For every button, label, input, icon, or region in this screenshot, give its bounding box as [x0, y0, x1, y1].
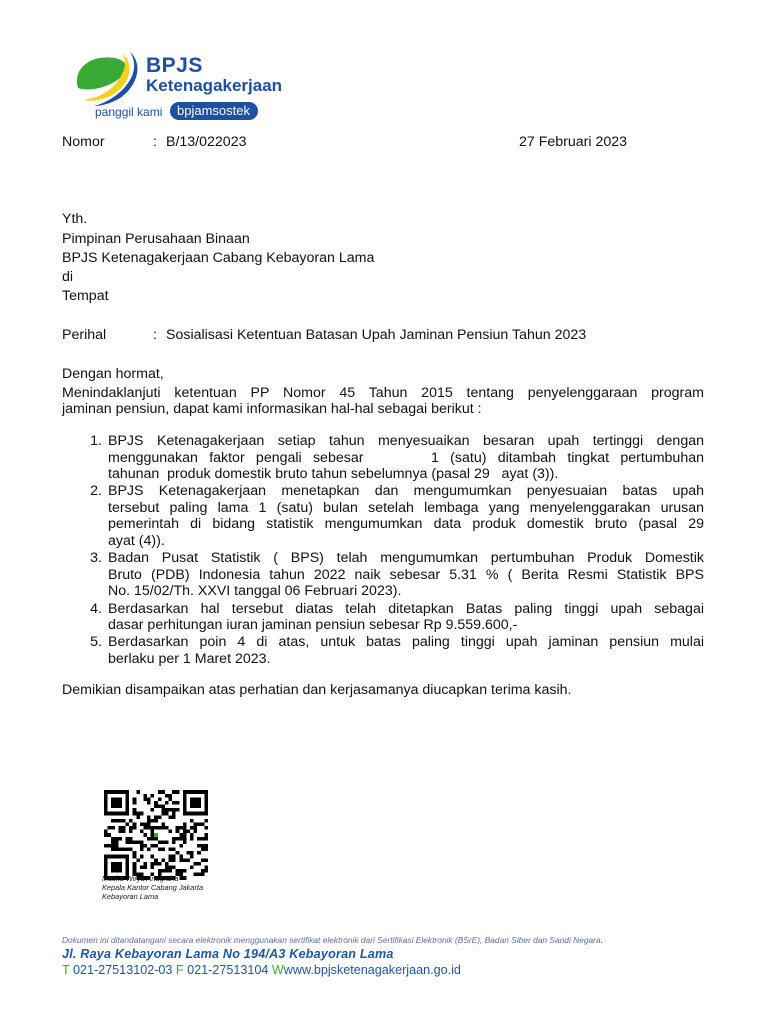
phone-number: 021-27513102-03 — [72, 963, 173, 977]
brand-name-line2: Ketenagakerjaan — [146, 76, 283, 95]
bpjs-leaf-icon — [70, 48, 146, 108]
list-item-line: berlaku per 1 Maret 2023. — [108, 651, 271, 667]
subject-label: Perihal — [62, 327, 107, 343]
list-item-line: BPJS Ketenagakerjaan setiap tahun menyesuaikan besaran upah tertinggi dengan — [108, 433, 704, 449]
phone-label: T — [62, 963, 70, 977]
list-item-number: 2. — [90, 483, 102, 499]
signatory-title: Kebayoran Lama — [102, 892, 159, 901]
intro-line: Menindaklanjuti ketentuan PP Nomor 45 Tahun 2015 tentang penyelenggaraan program — [62, 385, 704, 401]
list-item-line: Berdasarkan poin 4 di atas, untuk batas paling tinggi upah jaminan pensiun mulai — [108, 634, 704, 650]
list-item-line: dasar perhitungan iuran jaminan pensiun sebesar Rp 9.559.600,- — [108, 617, 518, 633]
recipient-line: BPJS Ketenagakerjaan Cabang Kebayoran Lama — [62, 250, 375, 266]
recipient-line: di — [62, 269, 74, 285]
list-item-number: 5. — [90, 634, 102, 650]
tagline-badge: bpjamsostek — [170, 102, 258, 120]
nomor-colon: : — [153, 134, 157, 150]
list-item-line: No. 15/02/Th. XXVI tanggal 06 Februari 2023). — [108, 583, 402, 599]
list-item-number: 1. — [90, 433, 102, 449]
list-item-line: Berdasarkan hal tersebut diatas telah ditetapkan Batas paling tinggi upah sebagai — [108, 601, 704, 617]
e-signature-note: Dokumen ini ditandatangani secara elektronik menggunakan sertifikat elektronik dari Sertifikasi Elektronik (BSrE), Badan Siber dan Sandi Negara. — [62, 935, 603, 945]
nomor-value: B/13/022023 — [166, 134, 247, 150]
list-item-line: ayat (4)). — [108, 533, 165, 549]
letter-date: 27 Februari 2023 — [519, 134, 628, 150]
recipient-line: Tempat — [62, 288, 109, 304]
footer-address: Jl. Raya Kebayoran Lama No 194/A3 Kebayoran Lama — [62, 947, 394, 961]
list-item-line: tahunan produk domestik bruto tahun sebelumnya (pasal 29 ayat (3)). — [108, 466, 559, 482]
list-item-line: pemerintah di bidang statistik mengumumkan data produk domestik bruto (pasal 29 — [108, 516, 704, 532]
website-label: W — [271, 963, 284, 977]
list-item-line: Bruto (PDB) Indonesia tahun 2022 naik sebesar 5.31 % ( Berita Resmi Statistik BPS — [108, 567, 704, 583]
nomor-label: Nomor — [62, 134, 105, 150]
signatory-title: Kepala Kantor Cabang Jakarta — [102, 883, 204, 892]
fax-label: F — [175, 963, 184, 977]
signatory-name: Muska Wirya Anugraha — [102, 874, 179, 883]
footer-contact — [62, 963, 461, 977]
list-item-line: Badan Pusat Statistik ( BPS) telah mengumumkan pertumbuhan Produk Domestik — [108, 550, 704, 566]
intro-line: jaminan pensiun, dapat kami informasikan hal-hal sebagai berikut : — [62, 401, 482, 417]
tagline-prefix: panggil kami — [95, 105, 163, 119]
recipient-line: Pimpinan Perusahaan Binaan — [62, 231, 250, 247]
recipient-line: Yth. — [62, 211, 88, 227]
greeting: Dengan hormat, — [62, 366, 164, 382]
qr-code-icon — [104, 790, 208, 880]
bpjs-logo — [70, 44, 310, 126]
brand-name-line1: BPJS — [146, 54, 203, 77]
fax-number: 021-27513104 — [187, 963, 269, 977]
list-item-line: menggunakan faktor pengali sebesar 1 (satu) ditambah tingkat pertumbuhan — [108, 450, 704, 466]
closing-text: Demikian disampaikan atas perhatian dan kerjasamanya diucapkan terima kasih. — [62, 682, 572, 698]
list-item-number: 3. — [90, 550, 102, 566]
subject-value: Sosialisasi Ketentuan Batasan Upah Jaminan Pensiun Tahun 2023 — [166, 327, 587, 343]
list-item-line: BPJS Ketenagakerjaan menetapkan dan mengumumkan penyesuaian batas upah — [108, 483, 704, 499]
subject-colon: : — [153, 327, 157, 343]
list-item-number: 4. — [90, 601, 102, 617]
list-item-line: tersebut paling lama 1 (satu) bulan setelah lembaga yang menyelenggarakan urusan — [108, 500, 704, 516]
website-link[interactable]: www.bpjsketenagakerjaan.go.id — [283, 963, 461, 977]
